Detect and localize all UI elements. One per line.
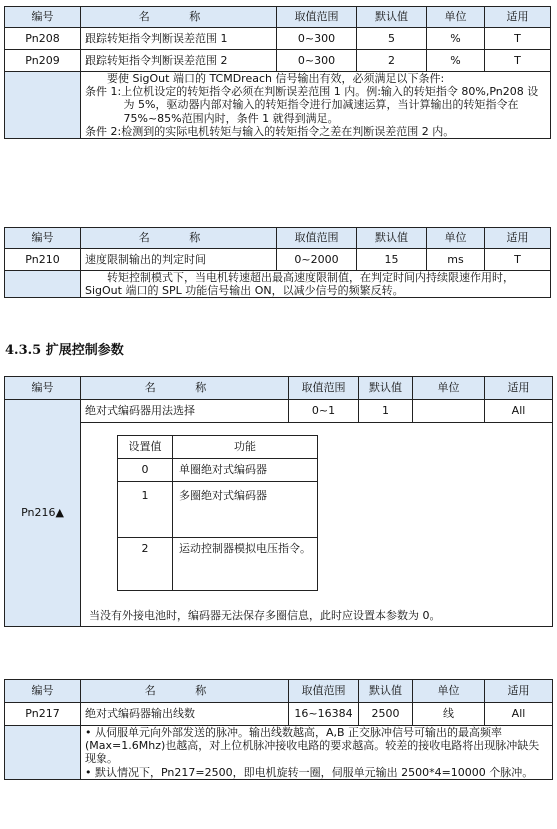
col-header-unit: 单位 (413, 377, 485, 400)
param-table-pn208-pn209 (4, 6, 551, 139)
table-row (5, 703, 553, 726)
col-header-unit: 单位 (427, 7, 485, 28)
col-header-applies: 适用 (485, 680, 553, 703)
inner-col-header-value: 设置值 (118, 436, 173, 459)
param-code: Pn217 (5, 703, 81, 726)
description-row (5, 423, 553, 627)
param-code: Pn210 (5, 249, 81, 271)
col-header-code: 编号 (5, 680, 81, 703)
param-range: 0~300 (277, 28, 357, 50)
param-table-pn216 (4, 376, 553, 627)
description-cell (81, 72, 551, 139)
col-header-range: 取值范围 (277, 7, 357, 28)
param-range: 0~2000 (277, 249, 357, 271)
inner-col-header-function: 功能 (173, 436, 318, 459)
param-code: Pn208 (5, 28, 81, 50)
col-header-range: 取值范围 (277, 228, 357, 249)
inner-row (118, 459, 318, 482)
battery-note: 当没有外接电池时，编码器无法保存多圈信息，此时应设置本参数为 0。 (89, 609, 441, 622)
param-default: 2 (357, 50, 427, 72)
setting-value: 0 (118, 459, 173, 482)
param-applies: T (485, 50, 551, 72)
table-row (5, 28, 551, 50)
col-header-default: 默认值 (359, 680, 413, 703)
description-spacer (5, 72, 81, 139)
description-line: • 从伺服单元向外部发送的脉冲。输出线数越高，A,B 正交脉冲信号可输出的最高频率(Max=1.6Mhz)也越高，对上位机脉冲接收电路的要求越高。较差的接收电路将出现脉冲缺失现象。 (85, 726, 540, 766)
param-default: 1 (359, 400, 413, 423)
param-applies: All (485, 400, 553, 423)
param-range: 0~300 (277, 50, 357, 72)
param-unit: % (427, 50, 485, 72)
description-line: • 默认情况下，Pn217=2500，即电机旋转一圈，伺服单元输出 2500*4=10000 个脉冲。 (85, 765, 534, 779)
param-unit: ms (427, 249, 485, 271)
description-line: 条件 1:上位机设定的转矩指令必须在判断误差范围 1 内。例:输入的转矩指令 80%,Pn208 设为 5%，驱动器内部对输入的转矩指令进行加减速运算，当计算输出的转矩指令在 75%~85%范围内时，条件 1 就得到满足。 (85, 85, 539, 125)
col-header-name: 名 称 (81, 377, 289, 400)
param-unit (413, 400, 485, 423)
description-spacer (5, 271, 81, 298)
description-row (5, 726, 553, 780)
col-header-unit: 单位 (413, 680, 485, 703)
col-header-applies: 适用 (485, 7, 551, 28)
param-name: 绝对式编码器用法选择 (81, 400, 289, 423)
param-name: 绝对式编码器输出线数 (81, 703, 289, 726)
description-cell (81, 271, 551, 298)
param-applies: T (485, 28, 551, 50)
param-name: 跟踪转矩指令判断误差范围 1 (81, 28, 277, 50)
param-unit: % (427, 28, 485, 50)
param-default: 5 (357, 28, 427, 50)
col-header-applies: 适用 (485, 228, 551, 249)
description-line: 转矩控制模式下，当电机转速超出最高速度限制值，在判定时间内持续限速作用时，SigOut 端口的 SPL 功能信号输出 ON，以减少信号的频繁反转。 (85, 271, 514, 298)
table-row (5, 50, 551, 72)
param-range: 16~16384 (289, 703, 359, 726)
col-header-name: 名 称 (81, 7, 277, 28)
col-header-name: 名 称 (81, 680, 289, 703)
param-table-pn217 (4, 679, 553, 780)
param-unit: 线 (413, 703, 485, 726)
setting-value: 2 (118, 538, 173, 591)
col-header-unit: 单位 (427, 228, 485, 249)
description-row (5, 72, 551, 139)
col-header-range: 取值范围 (289, 680, 359, 703)
param-code: Pn216▲ (5, 400, 81, 627)
col-header-code: 编号 (5, 7, 81, 28)
param-default: 15 (357, 249, 427, 271)
setting-value-table (117, 435, 318, 591)
param-default: 2500 (359, 703, 413, 726)
setting-function: 单圈绝对式编码器 (173, 459, 318, 482)
col-header-default: 默认值 (357, 7, 427, 28)
inner-row (118, 538, 318, 591)
param-name: 速度限制输出的判定时间 (81, 249, 277, 271)
description-row (5, 271, 551, 298)
setting-function: 多圈绝对式编码器 (173, 482, 318, 538)
description-spacer (5, 726, 81, 780)
col-header-name: 名 称 (81, 228, 277, 249)
table-header-row (5, 680, 553, 703)
col-header-code: 编号 (5, 377, 81, 400)
inner-row (118, 482, 318, 538)
description-cell (81, 423, 553, 627)
section-title: 4.3.5 扩展控制参数 (5, 343, 124, 358)
col-header-applies: 适用 (485, 377, 553, 400)
param-code: Pn209 (5, 50, 81, 72)
table-header-row (5, 228, 551, 249)
param-name: 跟踪转矩指令判断误差范围 2 (81, 50, 277, 72)
param-applies: T (485, 249, 551, 271)
table-header-row (5, 377, 553, 400)
inner-header-row (118, 436, 318, 459)
col-header-code: 编号 (5, 228, 81, 249)
table-row (5, 249, 551, 271)
description-line: 要使 SigOut 端口的 TCMDreach 信号输出有效，必须满足以下条件: (107, 72, 445, 85)
col-header-default: 默认值 (359, 377, 413, 400)
col-header-default: 默认值 (357, 228, 427, 249)
description-cell (81, 726, 553, 780)
table-row (5, 400, 553, 423)
param-table-pn210 (4, 227, 551, 298)
table-header-row (5, 7, 551, 28)
setting-value: 1 (118, 482, 173, 538)
param-range: 0~1 (289, 400, 359, 423)
param-applies: All (485, 703, 553, 726)
description-line: 条件 2:检测到的实际电机转矩与输入的转矩指令之差在判断误差范围 2 内。 (85, 124, 455, 138)
col-header-range: 取值范围 (289, 377, 359, 400)
setting-function: 运动控制器模拟电压指令。 (173, 538, 318, 591)
